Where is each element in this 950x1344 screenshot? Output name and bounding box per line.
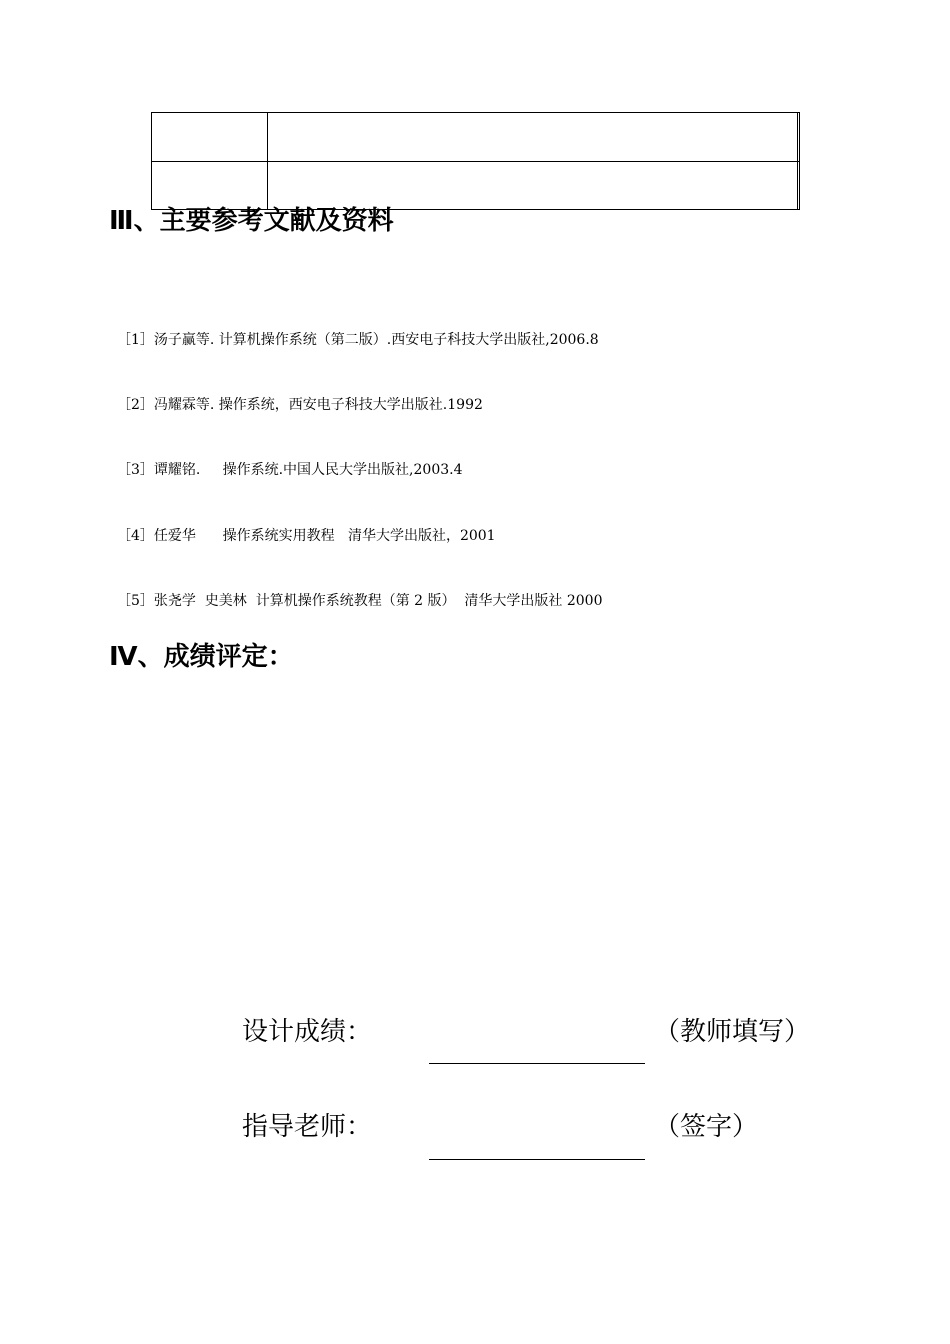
table-column-divider [267, 113, 268, 209]
design-grade-label: 设计成绩： [242, 1017, 373, 1047]
reference-list [117, 286, 603, 635]
reference-item-4: ［4］任爱华 操作系统实用教程 清华大学出版社，2001 [117, 527, 496, 544]
instructor-label: 指导老师： [242, 1112, 373, 1142]
table-right-border [797, 113, 800, 209]
design-grade-note: （教师填写） [654, 1017, 811, 1047]
grading-heading: Ⅳ、成绩评定： [109, 642, 294, 672]
reference-item-1: ［1］汤子赢等. 计算机操作系统（第二版）.西安电子科技大学出版社,2006.8 [117, 331, 599, 348]
reference-item-2: ［2］冯耀霖等. 操作系统，西安电子科技大学出版社.1992 [117, 396, 483, 413]
instructor-signature-blank[interactable] [429, 1159, 645, 1160]
design-grade-blank[interactable] [429, 1063, 645, 1064]
instructor-signature-note: （签字） [654, 1112, 759, 1142]
empty-table [151, 112, 800, 210]
references-heading: Ⅲ、主要参考文献及资料 [109, 206, 394, 236]
reference-item-3: ［3］谭耀铭. 操作系统.中国人民大学出版社,2003.4 [117, 462, 463, 479]
reference-item-5: ［5］张尧学 史美林 计算机操作系统教程（第 2 版） 清华大学出版社 2000 [117, 593, 603, 610]
table-row-divider [152, 161, 800, 162]
